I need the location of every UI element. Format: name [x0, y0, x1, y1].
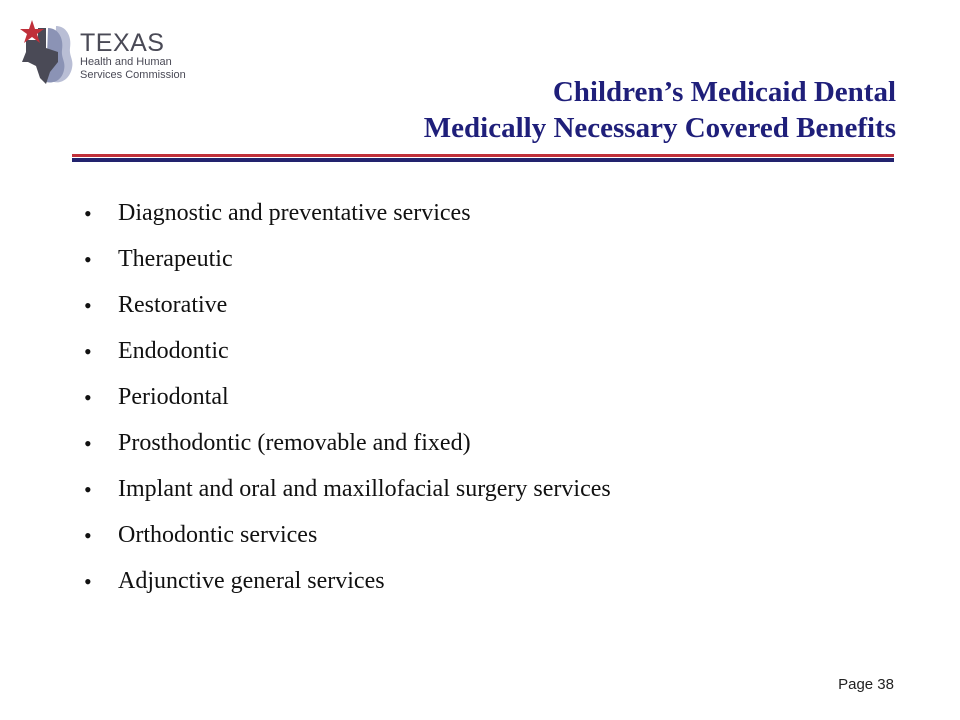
list-item [84, 512, 611, 558]
bullet-icon: • [84, 384, 92, 410]
slide-title-line-2: Medically Necessary Covered Benefits [423, 112, 896, 144]
bullet-icon: • [84, 568, 92, 594]
list-item [84, 374, 611, 420]
logo-line-2: Services Commission [80, 69, 186, 81]
list-item [84, 190, 611, 236]
hhsc-logo [18, 18, 198, 96]
list-item [84, 328, 611, 374]
bullet-icon: • [84, 200, 92, 226]
logo-wordmark: TEXAS [80, 29, 165, 57]
list-item-text: Endodontic [118, 337, 229, 364]
list-item-text: Orthodontic services [118, 521, 318, 548]
list-item [84, 420, 611, 466]
list-item [84, 558, 611, 604]
bullet-icon: • [84, 292, 92, 318]
list-item-text: Therapeutic [118, 245, 233, 272]
list-item-text: Restorative [118, 291, 228, 318]
texas-map-star-icon [18, 18, 82, 90]
list-item [84, 236, 611, 282]
slide-title-line-1: Children’s Medicaid Dental [552, 76, 896, 108]
list-item-text: Prosthodontic (removable and fixed) [118, 429, 471, 456]
title-rule-red [72, 154, 894, 157]
logo-line-1: Health and Human [80, 56, 172, 68]
page-number: Page 38 [838, 676, 894, 693]
bullet-icon: • [84, 338, 92, 364]
bullet-icon: • [84, 476, 92, 502]
list-item-text: Implant and oral and maxillofacial surgery services [118, 475, 611, 502]
bullet-icon: • [84, 522, 92, 548]
slide-title [424, 74, 896, 146]
benefits-list [84, 190, 611, 604]
list-item-text: Adjunctive general services [118, 567, 385, 594]
list-item [84, 466, 611, 512]
list-item-text: Diagnostic and preventative services [118, 199, 471, 226]
list-item [84, 282, 611, 328]
list-item-text: Periodontal [118, 383, 229, 410]
bullet-icon: • [84, 246, 92, 272]
bullet-icon: • [84, 430, 92, 456]
title-rule-blue [72, 158, 894, 162]
